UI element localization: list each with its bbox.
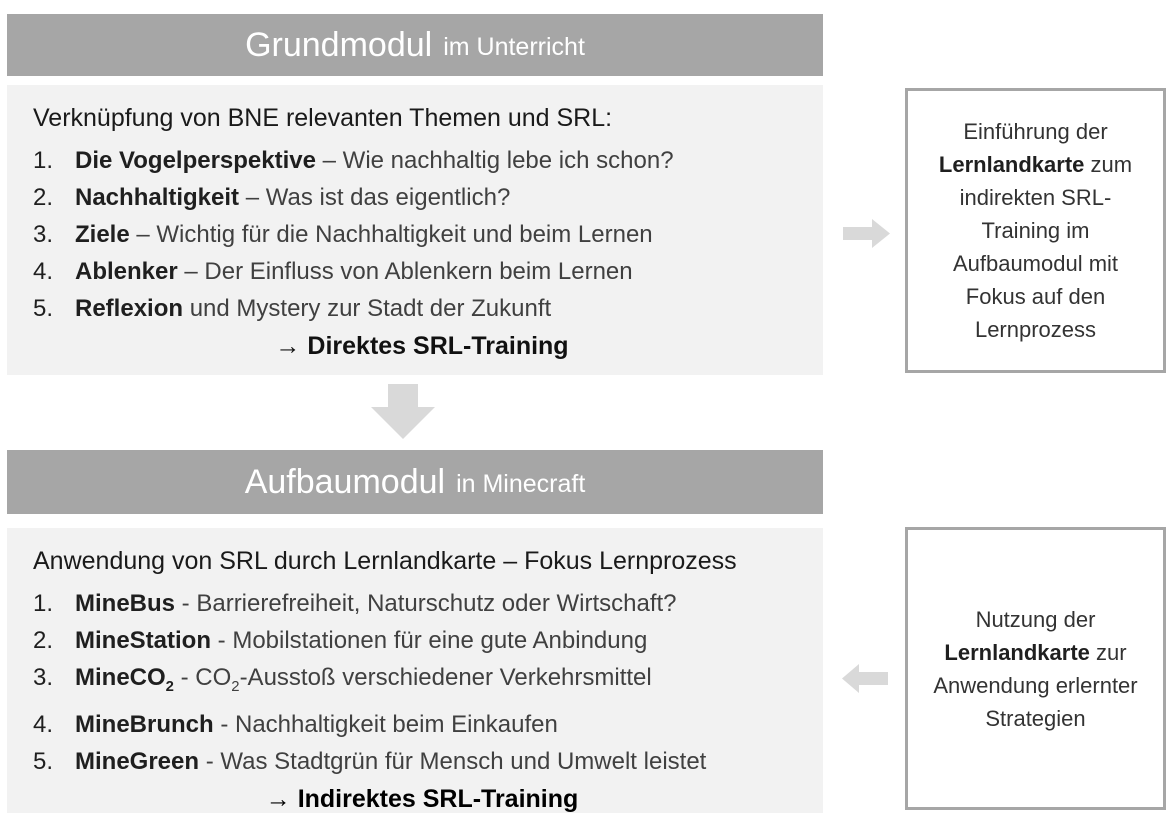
aufbaumodul-conclusion [33, 780, 811, 818]
grundmodul-panel [7, 85, 823, 375]
item-number: 3. [33, 221, 54, 248]
side-box-text [924, 115, 1147, 346]
aufbaumodul-intro: Anwendung von SRL durch Lernlandkarte – Fokus Lernprozess [33, 547, 737, 575]
item-text: MineStation - Mobilstationen für eine gute Anbindung [75, 627, 648, 654]
grundmodul-header [7, 14, 823, 76]
item-text: Nachhaltigkeit – Was ist das eigentlich? [75, 184, 511, 211]
conclusion-text: Direktes SRL-Training [307, 332, 569, 360]
side-box-keyword: Lernlandkarte [944, 639, 1090, 665]
flow-arrow-left-icon [842, 664, 888, 693]
grundmodul-conclusion [33, 327, 811, 365]
list-item [33, 706, 811, 743]
item-text: MineBrunch - Nachhaltigkeit beim Einkaufen [75, 710, 558, 738]
side-box-lernlandkarte-intro [905, 88, 1166, 373]
item-number: 5. [33, 295, 54, 322]
grundmodul-numbered-list [33, 142, 811, 327]
list-item [33, 743, 811, 780]
side-box-lernlandkarte-usage [905, 527, 1166, 810]
item-text: Reflexion und Mystery zur Stadt der Zukunft [75, 295, 552, 322]
item-text: MineGreen - Was Stadtgrün für Mensch und Umwelt leistet [75, 747, 707, 775]
item-number: 5. [33, 747, 54, 775]
list-item [33, 585, 811, 622]
side-box-post: zur Anwendung erlernter Strategien [933, 639, 1138, 731]
item-number: 1. [33, 147, 54, 174]
list-item [33, 179, 811, 216]
item-number: 3. [33, 664, 54, 691]
item-number: 2. [33, 184, 54, 211]
list-item [33, 659, 811, 706]
right-arrow-glyph: → [265, 784, 291, 813]
right-arrow-glyph: → [275, 332, 301, 360]
side-box-pre: Einführung der [963, 119, 1108, 144]
item-text: Ablenker – Der Einfluss von Ablenkern beim Lernen [75, 258, 633, 285]
item-text: Die Vogelperspektive – Wie nachhaltig lebe ich schon? [75, 147, 674, 174]
item-number: 1. [33, 590, 54, 617]
list-item [33, 622, 811, 659]
aufbaumodul-numbered-list [33, 585, 811, 780]
grundmodul-intro: Verknüpfung von BNE relevanten Themen und SRL: [33, 104, 613, 132]
flow-arrow-down-icon [371, 384, 435, 439]
aufbaumodul-title: Aufbaumodul [244, 463, 446, 501]
aufbaumodul-header [7, 450, 823, 514]
conclusion-text: Indirektes SRL-Training [297, 784, 579, 813]
list-item [33, 142, 811, 179]
item-number: 2. [33, 627, 54, 654]
list-item [33, 216, 811, 253]
side-box-keyword: Lernlandkarte [938, 152, 1085, 177]
item-text: Ziele – Wichtig für die Nachhaltigkeit und beim Lernen [75, 221, 653, 248]
grundmodul-title: Grundmodul [245, 26, 433, 64]
aufbaumodul-subtitle: in Minecraft [456, 469, 586, 498]
item-text: MineBus - Barrierefreiheit, Naturschutz oder Wirtschaft? [75, 590, 677, 617]
aufbaumodul-panel [7, 528, 823, 813]
grundmodul-subtitle: im Unterricht [443, 32, 585, 61]
list-item [33, 253, 811, 290]
item-text: MineCO$_2$ - $CO_2$-Ausstoß verschiedener Verkehrsmittel [75, 664, 652, 695]
list-item [33, 290, 811, 327]
item-number: 4. [33, 710, 54, 738]
side-box-pre: Nutzung der [975, 606, 1096, 632]
side-box-text [924, 603, 1147, 735]
side-box-post: zum indirekten SRL-Training im Aufbaumodul mit Fokus auf den Lernprozess [952, 152, 1133, 342]
flow-arrow-right-icon [843, 219, 890, 248]
item-number: 4. [33, 258, 54, 285]
